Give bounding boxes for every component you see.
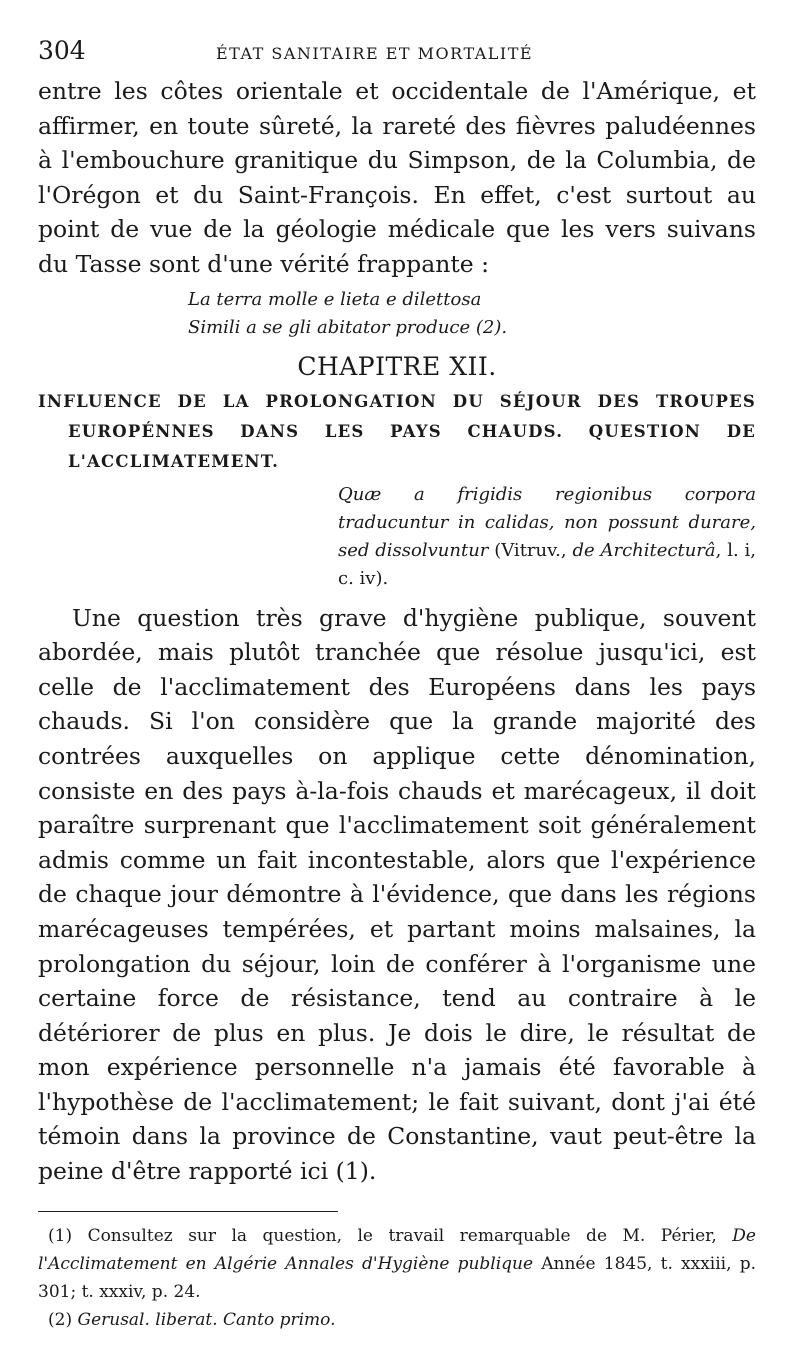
epigraph-source-work: de Architecturâ (572, 539, 716, 561)
verse-quote (188, 286, 756, 342)
main-paragraph: Une question très grave d'hygiène publique, souvent abordée, mais plutôt tranchée que résolue jusqu'ici, est celle de l'acclimatement des Européens dans les pays chauds. Si l'on considère que la grande majorité des contrées auxquelles on applique cette dénomination, consiste en des pays à-la-fois chauds et marécageux, il doit paraître surprenant que l'acclimatement soit généralement admis comme un fait incontestable, alors que l'expérience de chaque jour démontre à l'évidence, que dans les régions marécageuses tempérées, et partant moins malsaines, la prolongation du séjour, loin de conférer à l'organisme une certaine force de résistance, tend au contraire à le détériorer de plus en plus. Je dois le dire, le résultat de mon expérience personnelle n'a jamais été favorable à l'hypothèse de l'acclimatement; le fait suivant, dont j'ai été témoin dans la province de Constantine, vaut peut-être la peine d'être rapporté ici (1). (38, 603, 756, 1186)
verse-line-1: La terra molle e lieta e dilettosa (188, 288, 482, 310)
chapter-title: CHAPITRE XII. (297, 351, 497, 381)
footnote-1-reference: Année 1845, t. xxxiii, p. 301; t. xxxiv, p. 24. (38, 1253, 756, 1302)
epigraph-quote: Quæ a frigidis regionibus corpora traducuntur in calidas, non possunt durare, sed dissolvuntur (338, 483, 756, 561)
footnote-2 (38, 1306, 756, 1334)
verse-line-2: Simili a se gli abitator produce (2). (188, 316, 508, 338)
footnote-divider (38, 1211, 338, 1212)
running-title: ÉTAT SANITAIRE ET MORTALITÉ (216, 44, 534, 63)
intro-paragraph: entre les côtes orientale et occidentale de l'Amérique, et affirmer, en toute sûreté, la rareté des fièvres paludéennes à l'embouchure granitique du Simpson, de la Columbia, de l'Orégon et du Saint-François. En effet, c'est surtout au point de vue de la géologie médicale que les vers suivans du Tasse sont d'une vérité frappante : (38, 77, 756, 278)
epigraph-source-close: , l. i, c. iv). (338, 539, 757, 589)
epigraph (338, 481, 756, 593)
footnote-1 (38, 1222, 756, 1306)
page-number: 304 (38, 36, 86, 65)
epigraph-source-open: (Vitruv., (488, 539, 573, 561)
chapter-subtitle: INFLUENCE DE LA PROLONGATION DU SÉJOUR DES TROUPES EUROPÉNNES DANS LES PAYS CHAUDS. QUESTION DE L'ACCLIMATEMENT. (38, 391, 756, 471)
footnote-2-text: Gerusal. liberat. Canto primo. (77, 1309, 336, 1330)
footnote-1-title: De l'Acclimatement en Algérie Annales d'Hygiène publique (38, 1225, 756, 1274)
footnote-2-mark: (2) (48, 1309, 78, 1330)
footnote-1-text: (1) Consultez sur la question, le travail remarquable de M. Périer, (48, 1225, 733, 1246)
